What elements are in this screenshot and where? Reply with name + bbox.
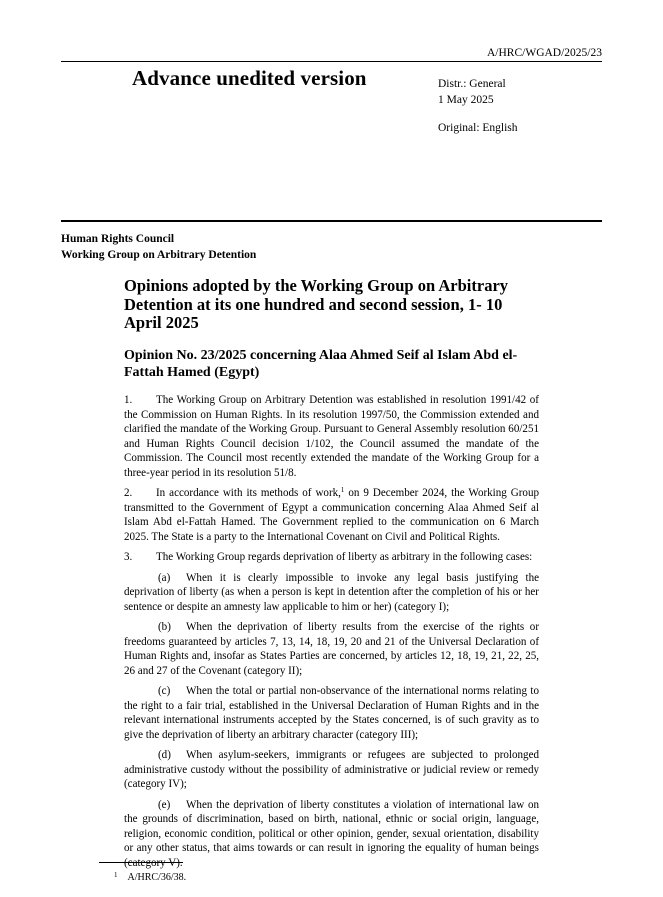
paragraph-number: 1. xyxy=(124,394,133,406)
masthead-rule xyxy=(61,220,602,222)
document-title: Opinions adopted by the Working Group on Arbitrary Detention at its one hundred and second session, 1- 10 April 2025 xyxy=(124,276,509,332)
category-label: (e) xyxy=(158,798,171,811)
document-symbol: A/HRC/WGAD/2025/23 xyxy=(487,47,602,59)
paragraph-number: 2. xyxy=(124,487,133,499)
category-text: When the deprivation of liberty constitutes a violation of international law on the grounds of discrimination, based on birth, national, ethnic or social origin, language, religion, economic condition, political or other opinion, gender, sexual orientation, disability or any other status, that aims towards or can result in ignoring the equality of human beings (category V). xyxy=(124,798,539,869)
category-text: When the total or partial non-observance of the international norms relating to the right to a fair trial, established in the Universal Declaration of Human Rights and in the relevant international instruments accepted by the States concerned, is of such gravity as to give the deprivation of liberty an arbitrary character (category III); xyxy=(124,685,539,741)
category-label: (c) xyxy=(158,685,171,697)
footnote-reference[interactable]: 1 xyxy=(340,486,345,494)
category-label: (d) xyxy=(158,749,171,761)
footnote-text: A/HRC/36/38. xyxy=(127,872,187,883)
footnote-number: 1 xyxy=(114,871,118,879)
opinion-title: Opinion No. 23/2025 concerning Alaa Ahmed Seif al Islam Abd el-Fattah Hamed (Egypt) xyxy=(124,348,518,380)
paragraph-3 xyxy=(124,550,539,565)
paragraph-1 xyxy=(124,393,539,480)
document-body xyxy=(124,393,539,876)
distribution-block xyxy=(438,76,518,136)
category-label: (a) xyxy=(158,571,171,584)
paragraph-text: The Working Group regards deprivation of liberty as arbitrary in the following cases: xyxy=(156,551,533,563)
category-item-e xyxy=(124,798,539,871)
working-group-name: Working Group on Arbitrary Detention xyxy=(61,249,257,261)
category-text: When the deprivation of liberty results from the exercise of the rights or freedoms guaranteed by articles 7, 13, 14, 18, 19, 20 and 21 of the Universal Declaration of Human Rights and, insofar as States Parties are concerned, by articles 12, 18, 19, 21, 22, 25, 26 and 27 of the Covenant (category II); xyxy=(124,621,539,677)
paragraph-2 xyxy=(124,486,539,544)
category-item-d xyxy=(124,748,539,792)
category-label: (b) xyxy=(158,621,171,633)
footnote xyxy=(114,871,186,883)
paragraph-number: 3. xyxy=(124,551,133,563)
category-text: When asylum-seekers, immigrants or refugees are subjected to prolonged administrative custody without the possibility of administrative or judicial review or remedy (category IV); xyxy=(124,749,539,790)
category-item-c xyxy=(124,684,539,742)
footnote-rule xyxy=(99,862,183,863)
document-date: 1 May 2025 xyxy=(438,94,494,106)
header-rule xyxy=(61,61,602,62)
category-item-b xyxy=(124,620,539,678)
paragraph-text-continued: on 9 December 2024, the Working Group transmitted to the Government of Egypt a communication concerning Alaa Ahmed Seif al Islam Abd el-Fattah Hamed. The Government replied to the communication on 6 March 2025. The State is a party to the International Covenant on Civil and Political Rights. xyxy=(124,487,539,543)
council-name: Human Rights Council xyxy=(61,233,175,245)
original-language: Original: English xyxy=(438,122,518,134)
category-text: When it is clearly impossible to invoke any legal basis justifying the deprivation of liberty (as when a person is kept in detention after the completion of his or her sentence or despite an amnesty law applicable to him or her) (category I); xyxy=(124,571,539,613)
edition-label: Advance unedited version xyxy=(132,66,367,90)
distribution-type: Distr.: General xyxy=(438,78,506,90)
issuing-body xyxy=(61,231,256,263)
paragraph-text: In accordance with its methods of work, xyxy=(156,487,341,499)
category-item-a xyxy=(124,571,539,615)
paragraph-text: The Working Group on Arbitrary Detention was established in resolution 1991/42 of the Commission on Human Rights. In its resolution 1997/50, the Commission extended and clarified the mandate of the Working Group. Pursuant to General Assembly resolution 60/251 and Human Rights Council decision 1/102, the Council assumed the mandate of the Commission. The Council most recently extended the mandate of the Working Group for a three-year period in its resolution 51/8. xyxy=(124,394,539,479)
